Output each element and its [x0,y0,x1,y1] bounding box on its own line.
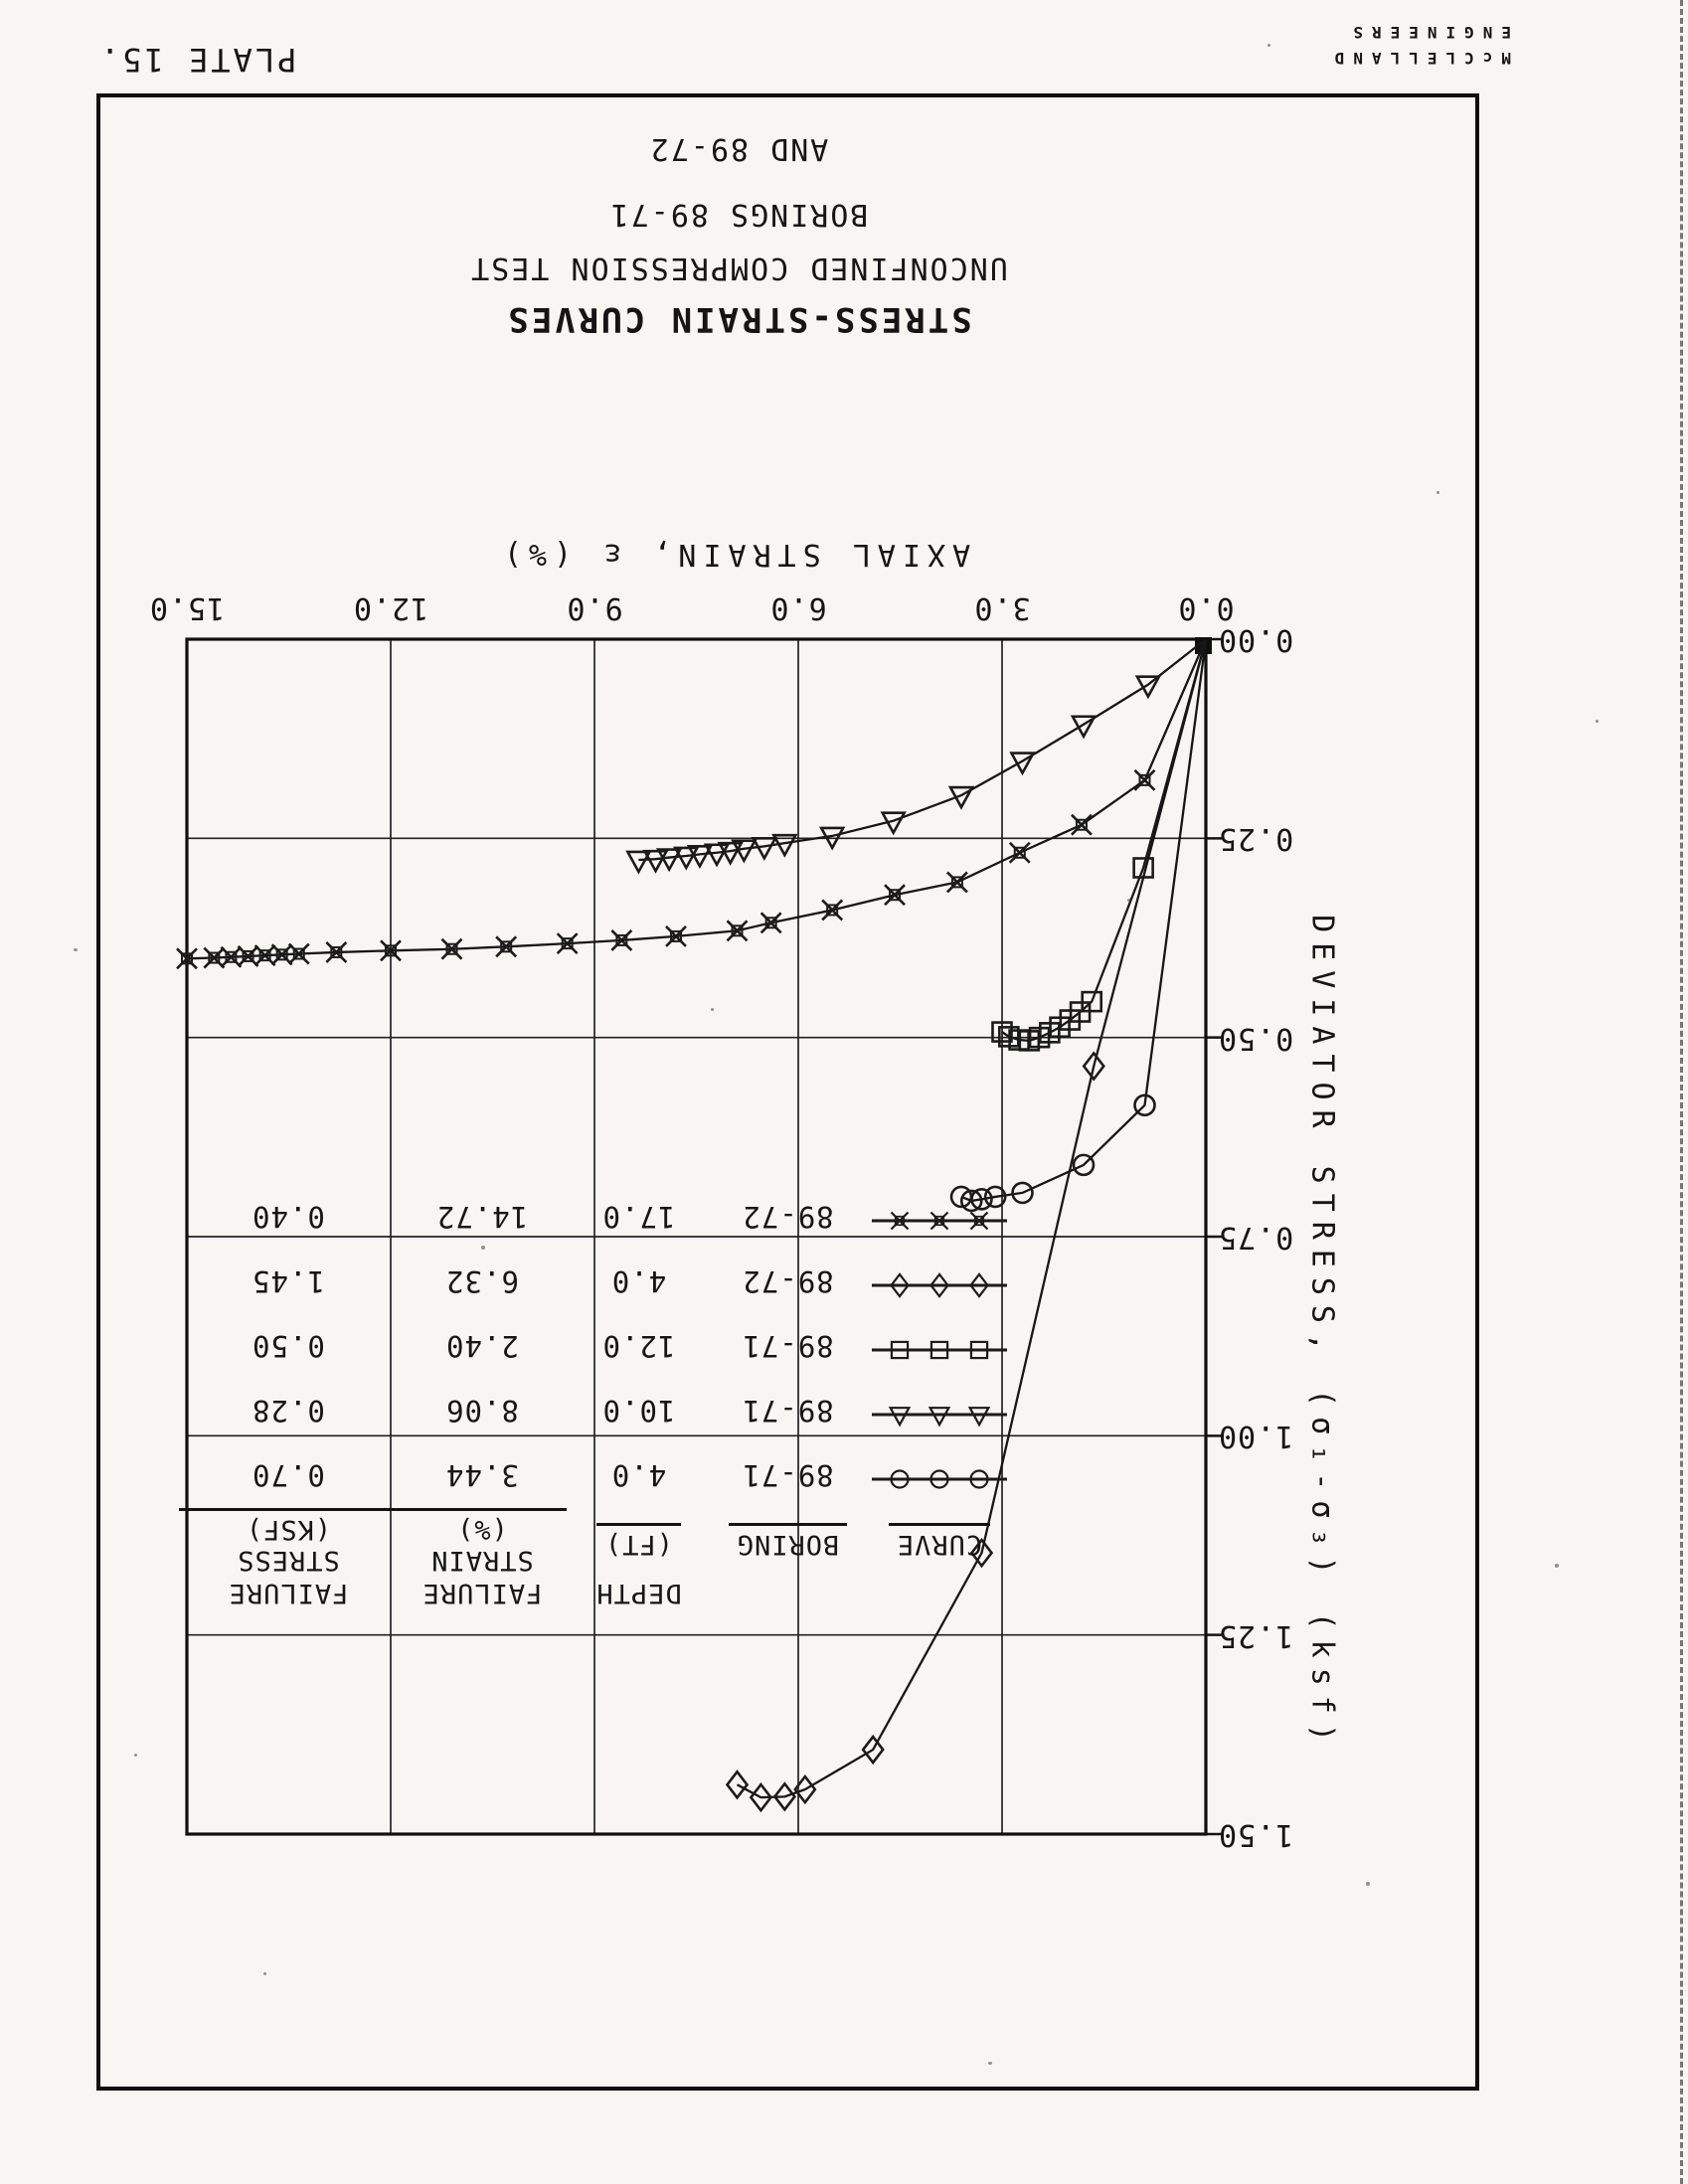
y-tick-label: 1.25 [1218,1617,1294,1653]
firm-name-line1: McCLELLAND [1325,49,1511,68]
x-tick-label: 3.0 [973,590,1031,625]
scan-edge-artifact [1680,0,1683,2184]
legend-boring: 89-72 [742,1200,834,1235]
legend-header-top [865,1576,1014,1611]
curve-square [1002,639,1206,1041]
legend-header-top [711,1576,865,1611]
legend-row [179,1185,1014,1250]
legend-depth: 17.0 [601,1200,676,1235]
legend-depth: 4.0 [610,1458,667,1493]
x-marker [1010,843,1030,863]
legend-boring: 89-71 [742,1329,834,1364]
triangle-marker [891,1408,910,1425]
y-tick-label: 0.25 [1218,821,1294,857]
x-tick-label: 0.0 [1177,590,1235,625]
legend-failure-stress: 1.45 [252,1264,325,1299]
triangle-legend-symbol [870,1392,1009,1437]
legend-header: STRAIN (%) [398,1508,567,1576]
curve-legend-table [179,1185,1014,1611]
legend-row [179,1379,1014,1443]
x-tick-label: 15.0 [148,590,226,625]
scan-speckle [263,1972,266,1975]
curve-triangle [638,639,1206,860]
scan-speckle [1366,1882,1370,1886]
x-marker [1135,770,1155,790]
scan-speckle [1267,44,1270,47]
legend-depth: 10.0 [601,1394,676,1428]
legend-boring: 89-71 [742,1394,834,1428]
y-axis-title: DEVIATOR STRESS, (σ₁-σ₃) (ksf) [1304,915,1340,1752]
legend-failure-strain: 6.32 [445,1264,519,1299]
y-tick-label: 0.75 [1218,1220,1294,1255]
scan-speckle [1596,720,1599,723]
legend-row [179,1250,1014,1314]
triangle-marker [970,1408,989,1425]
legend-boring: 89-71 [742,1458,834,1493]
x-tick-label: 6.0 [769,590,827,625]
x-marker [822,900,842,920]
legend-header: CURVE [889,1524,990,1561]
legend-depth: 12.0 [601,1329,676,1364]
curve-x [187,639,1206,958]
legend-failure-stress: 0.40 [252,1200,325,1235]
legend-failure-strain: 14.72 [435,1200,529,1235]
triangle-marker [930,1408,949,1425]
square-legend-symbol [870,1327,1009,1373]
circle-legend-symbol [870,1456,1009,1502]
scan-speckle [711,1008,714,1011]
plate-borings-line2: AND 89-72 [648,131,829,166]
firm-logo-text [1326,19,1511,71]
x-tick-label: 12.0 [352,590,429,625]
legend-failure-stress: 0.50 [252,1329,325,1364]
x-axis-title: AXIAL STRAIN, ε (%) [496,537,971,572]
legend-header-top: FAILURE [228,1578,349,1609]
legend-header: STRESS (KSF) [179,1508,398,1576]
plate-title: STRESS-STRAIN CURVES [505,299,972,339]
plate-number: PLATE 15. [97,41,297,79]
plate-subtitle: UNCONFINED COMPRESSION TEST [469,251,1008,285]
x-marker [761,913,781,932]
scan-speckle [1555,1564,1559,1568]
y-tick-label: 1.50 [1218,1817,1294,1852]
legend-boring: 89-72 [742,1264,834,1299]
firm-name-line2: ENGINEERS [1344,23,1511,42]
x-marker [947,872,967,892]
x-marker [1072,815,1092,835]
legend-header: BORING [729,1524,848,1561]
legend-header-top: DEPTH [595,1578,682,1609]
scan-speckle [988,2062,992,2065]
scan-speckle [74,948,78,951]
scan-speckle [134,1754,137,1757]
diamond-legend-symbol [870,1262,1009,1308]
scan-speckle [1127,899,1131,902]
scan-speckle [1436,491,1439,494]
plate-borings-line: BORINGS 89-71 [608,197,869,232]
x-legend-symbol [870,1198,1009,1244]
y-tick-label: 0.00 [1218,622,1294,657]
scan-speckle [481,1246,485,1250]
x-tick-label: 9.0 [566,590,623,625]
legend-row [179,1443,1014,1508]
legend-row [179,1314,1014,1379]
legend-failure-stress: 0.70 [252,1458,325,1493]
legend-failure-strain: 2.40 [445,1329,519,1364]
legend-failure-strain: 8.06 [445,1394,519,1428]
legend-failure-stress: 0.28 [252,1394,325,1428]
legend-header-top: FAILURE [422,1578,543,1609]
y-tick-label: 0.50 [1218,1020,1294,1056]
legend-depth: 4.0 [610,1264,667,1299]
y-tick-label: 1.00 [1218,1419,1294,1454]
legend-header: (FT) [596,1524,681,1561]
x-marker [885,885,905,905]
legend-failure-strain: 3.44 [445,1458,519,1493]
